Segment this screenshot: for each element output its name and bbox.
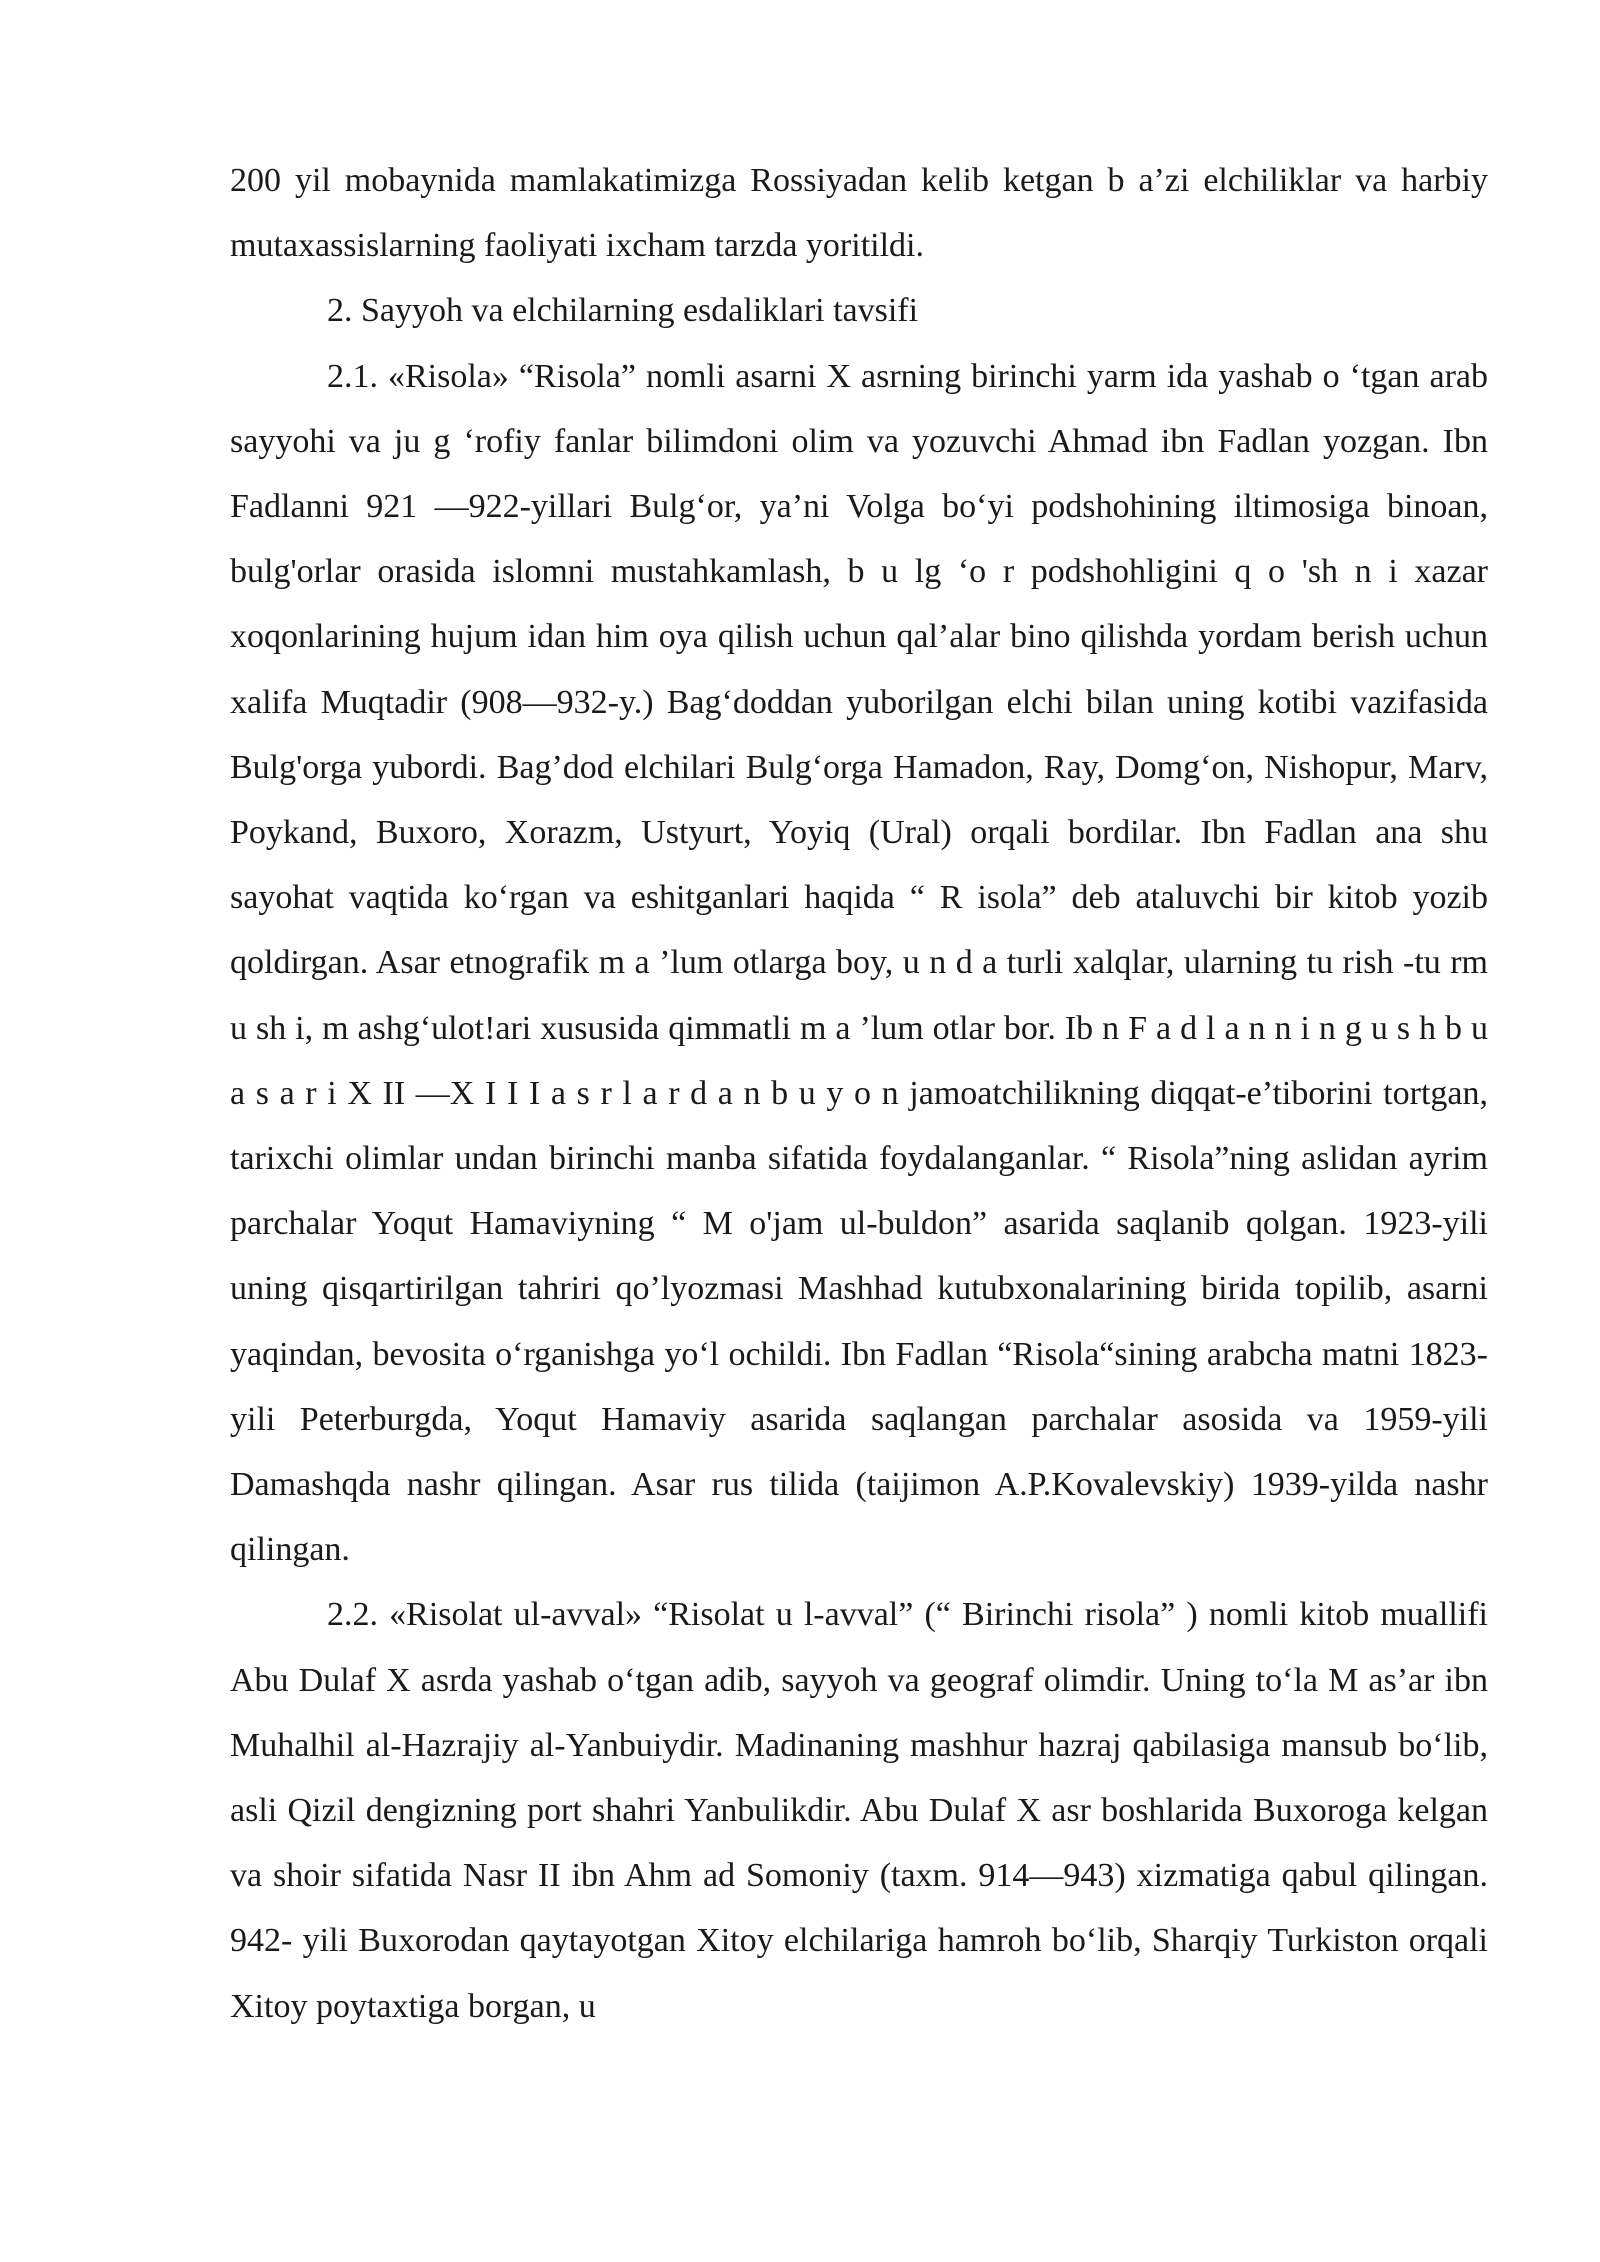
section-heading: 2. Sayyoh va elchilarning esdaliklari tavsifi <box>327 292 919 330</box>
paragraph-risola: 2.1. «Risola» “Risola” nomli asarni X asrning birinchi yarm ida yashab o ‘tgan arab sayyohi va ju g ‘rofiy fanlar bilimdoni olim va yozuvchi Ahmad ibn Fadlan yozgan. Ibn Fadlanni 921 —922-yillari Bulg‘or, ya’ni Volga bo‘yi podshohining iltimosiga binoan, bulg'orlar orasida islomni mustahkamlash, b u lg ‘o r podshohligini q o 'sh n i xazar xoqonlarining hujum idan him oya qilish uchun qal’alar bino qilishda yordam berish uchun xalifa Muqtadir (908—932-y.) Bag‘doddan yuborilgan elchi bilan uning kotibi vazifasida Bulg'orga yubordi. Bag’dod elchilari Bulg‘orga Hamadon, Ray, Domg‘on, Nishopur, Marv, Poykand, Buxoro, Xorazm, Ustyurt, Yoyiq (Ural) orqali bordilar. Ibn Fadlan ana shu sayohat vaqtida ko‘rgan va eshitganlari haqida “ R isola” deb ataluvchi bir kitob yozib qoldirgan. Asar etnografik m a ’lum otlarga boy, u n d a turli xalqlar, ularning tu rish -tu rm u sh i, m ashg‘ulot!ari xususida qimmatli m a ’lum otlar bor. Ib n F a d l a n n i n g u s h b u a s a r i X II —X I I I a s r l a r d a n b u y o n jamoatchilikning diqqat-e’tiborini tortgan, tarixchi olimlar undan birinchi manba sifatida foydalanganlar. “ Risola”ning aslidan ayrim parchalar Yoqut Hamaviyning “ M o'jam ul-buldon” asarida saqlanib qolgan. 1923-yili uning qisqartirilgan tahriri qo’lyozmasi Mashhad kutubxonalarining birida topilib, asarni yaqindan, bevosita o‘rganishga yo‘l ochildi. Ibn Fadlan “Risola“sining arabcha matni 1823-yili Peterburgda, Yoqut Hamaviy asarida saqlangan parchalar asosida va 1959-yili Damashqda nashr qilingan. Asar rus tilida (taijimon A.P.Kovalevskiy) 1939-yilda nashr qilingan. <box>230 357 1488 1569</box>
paragraph-intro-continuation: 200 yil mobaynida mamlakatimizga Rossiyadan kelib ketgan b a’zi elchiliklar va harbiy mutaxassislarning faoliyati ixcham tarzda yoritildi. <box>230 162 1488 265</box>
paragraph-risolat-ul-avval: 2.2. «Risolat ul-avval» “Risolat u l-avval” (“ Birinchi risola” ) nomli kitob muallifi Abu Dulaf X asrda yashab o‘tgan adib, sayyoh va geograf olimdir. Uning to‘la M as’ar ibn Muhalhil al-Hazrajiy al-Yanbuiydir. Madinaning mashhur hazraj qabilasiga mansub bo‘lib, asli Qizil dengizning port shahri Yanbulikdir. Abu Dulaf X asr boshlarida Buxoroga kelgan va shoir sifatida Nasr II ibn Ahm ad Somoniy (taxm. 914—943) xizmatiga qabul qilingan. 942- yili Buxorodan qaytayotgan Xitoy elchilariga hamroh bo‘lib, Sharqiy Turkiston orqali Xitoy poytaxtiga borgan, u <box>230 1596 1488 2025</box>
document-body <box>230 148 1488 2039</box>
